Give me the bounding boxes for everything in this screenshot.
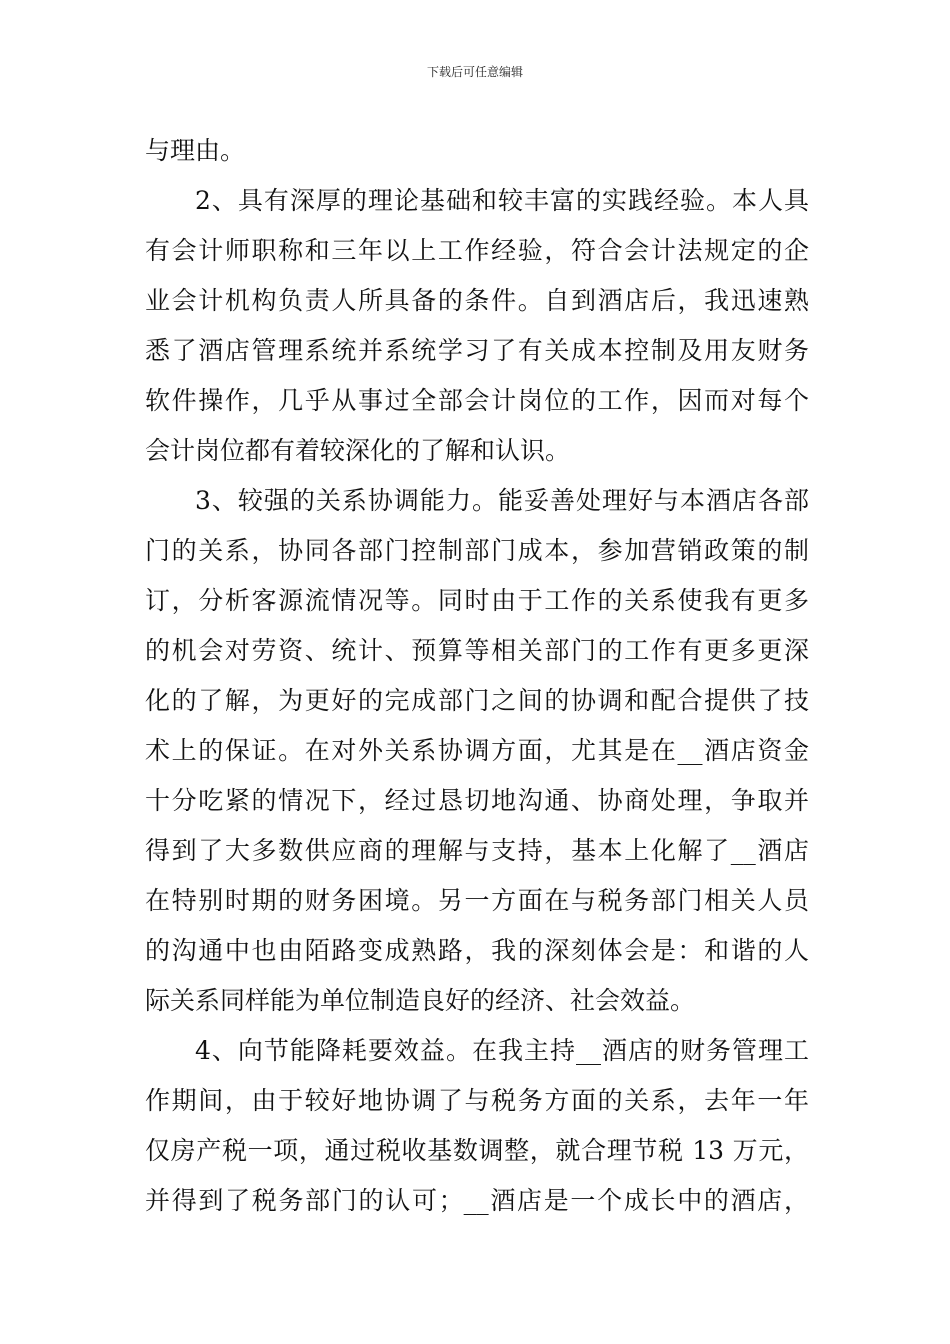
text-line: 4、向节能降耗要效益。在我主持__酒店的财务管理工 xyxy=(195,1036,809,1065)
text-line: 仅房产税一项，通过税收基数调整，就合理节税 13 万元， xyxy=(145,1136,809,1165)
text-line: 得到了大多数供应商的理解与支持，基本上化解了__酒店 xyxy=(145,836,809,865)
text-line: 2、具有深厚的理论基础和较丰富的实践经验。本人具 xyxy=(195,186,809,215)
text-line: 的沟通中也由陌路变成熟路，我的深刻体会是：和谐的人 xyxy=(145,936,809,965)
text-line: 作期间，由于较好地协调了与税务方面的关系，去年一年 xyxy=(145,1086,809,1115)
text-line: 并得到了税务部门的认可；__酒店是一个成长中的酒店， xyxy=(145,1186,809,1215)
text-line: 在特别时期的财务困境。另一方面在与税务部门相关人员 xyxy=(145,886,809,915)
text-line: 术上的保证。在对外关系协调方面，尤其是在__酒店资金 xyxy=(145,736,809,765)
text-line: 有会计师职称和三年以上工作经验，符合会计法规定的企 xyxy=(145,236,809,265)
text-line: 业会计机构负责人所具备的条件。自到酒店后，我迅速熟 xyxy=(145,286,809,315)
text-line: 软件操作，几乎从事过全部会计岗位的工作，因而对每个 xyxy=(145,386,809,415)
text-line: 订，分析客源流情况等。同时由于工作的关系使我有更多 xyxy=(145,586,809,615)
text-line: 会计岗位都有着较深化的了解和认识。 xyxy=(145,436,571,465)
document-body xyxy=(145,126,809,1226)
paragraph xyxy=(145,1026,809,1226)
text-line: 与理由。 xyxy=(145,136,246,165)
paragraph xyxy=(145,176,809,476)
text-line: 的机会对劳资、统计、预算等相关部门的工作有更多更深 xyxy=(145,636,809,665)
text-line: 门的关系，协同各部门控制部门成本，参加营销政策的制 xyxy=(145,536,809,565)
page-header: 下载后可任意编辑 xyxy=(426,65,523,79)
text-line: 悉了酒店管理系统并系统学习了有关成本控制及用友财务 xyxy=(145,336,809,365)
paragraph xyxy=(145,476,809,1026)
text-line: 十分吃紧的情况下，经过恳切地沟通、协商处理，争取并 xyxy=(145,786,809,815)
text-line: 3、较强的关系协调能力。能妥善处理好与本酒店各部 xyxy=(195,486,809,515)
paragraph xyxy=(145,126,809,176)
text-line: 化的了解，为更好的完成部门之间的协调和配合提供了技 xyxy=(145,686,809,715)
text-line: 际关系同样能为单位制造良好的经济、社会效益。 xyxy=(145,986,696,1015)
